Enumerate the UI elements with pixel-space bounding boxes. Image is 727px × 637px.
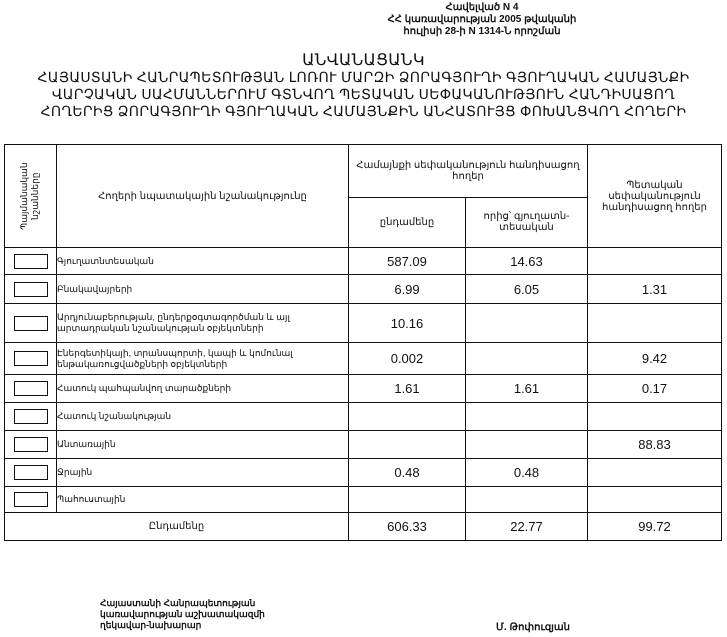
row-label: Գյուղատնտեսական: [57, 248, 349, 275]
decree-reference: [372, 2, 592, 38]
row-label: Ջրային: [57, 459, 349, 487]
table-row: [5, 248, 722, 275]
row-agri: [466, 403, 588, 431]
row-state: [588, 459, 722, 487]
total-row: [5, 513, 722, 541]
row-label: Բնակավայրերի: [57, 275, 349, 304]
table-row: [5, 275, 722, 304]
row-total: [349, 403, 466, 431]
header-total: ընդամենը: [349, 197, 466, 248]
table-row: [5, 459, 722, 487]
header-state: Պետական սեփականություն հանդիսացող հողեր: [588, 145, 722, 248]
row-state: 1.31: [588, 275, 722, 304]
total-label: Ընդամենը: [5, 513, 349, 541]
land-table: [4, 144, 722, 541]
row-total: 1.61: [349, 375, 466, 403]
row-state: 88.83: [588, 431, 722, 459]
code-box: [14, 492, 48, 507]
title-line-2: ՀԱՅԱՍՏԱՆԻ ՀԱՆՐԱՊԵՏՈՒԹՅԱՆ ԼՈՌՈՒ ՄԱՐԶԻ ՁՈՐԱԳՅՈՒՂԻ ԳՅՈՒՂԱԿԱՆ ՀԱՄԱՅՆՔԻ: [37, 69, 690, 85]
row-agri: 0.48: [466, 459, 588, 487]
row-state: [588, 248, 722, 275]
signatory-name: Մ. Թոփուզյան: [496, 622, 570, 633]
code-cell: [5, 431, 57, 459]
row-state: 9.42: [588, 343, 722, 375]
row-agri: [466, 487, 588, 513]
table-row: [5, 304, 722, 343]
code-cell: [5, 343, 57, 375]
code-box: [14, 351, 48, 366]
row-total: [349, 431, 466, 459]
title-line-3: ՎԱՐՉԱԿԱՆ ՍԱՀՄԱՆՆԵՐՈՒՄ ԳՏՆՎՈՂ ՊԵՏԱԿԱՆ ՍԵՓԱԿԱՆՈՒԹՅՈՒՆ ՀԱՆԴԻՍԱՑՈՂ: [51, 86, 676, 102]
row-agri: 6.05: [466, 275, 588, 304]
table-row: [5, 375, 722, 403]
row-total: 6.99: [349, 275, 466, 304]
row-agri: 1.61: [466, 375, 588, 403]
row-total: [349, 487, 466, 513]
code-box: [14, 465, 48, 480]
title-line-1: ԱՆՎԱՆԱՑԱՆԿ: [302, 52, 425, 69]
code-cell: [5, 375, 57, 403]
code-box: [14, 437, 48, 452]
code-cell: [5, 487, 57, 513]
table-row: [5, 487, 722, 513]
row-total: 0.48: [349, 459, 466, 487]
code-cell: [5, 275, 57, 304]
row-label: Հատուկ նշանակության: [57, 403, 349, 431]
table-row: [5, 343, 722, 375]
table-row: [5, 431, 722, 459]
row-label: Արդյունաբերության, ընդերքօգտագործման և այլ արտադրական նշանակության օբյեկտների: [57, 304, 349, 343]
signatory-line: ղեկավար-նախարար: [100, 620, 202, 630]
row-label: Պահուստային: [57, 487, 349, 513]
header-agri: որից՝ գյուղատն- տեսական: [466, 197, 588, 248]
signatory-line: Հայաստանի Հանրապետության: [100, 598, 256, 608]
row-agri: [466, 343, 588, 375]
signatory-title: [100, 598, 265, 631]
code-box: [14, 381, 48, 396]
code-cell: [5, 248, 57, 275]
row-agri: [466, 431, 588, 459]
code-cell: [5, 304, 57, 343]
row-label: Էներգետիկայի, տրանսպորտի, կապի և կոմունալ ենթակառուցվածքների օբյեկտների: [57, 343, 349, 375]
code-box: [14, 316, 48, 331]
code-box: [14, 254, 48, 269]
code-cell: [5, 459, 57, 487]
code-box: [14, 409, 48, 424]
header-purpose: Հողերի նպատակային նշանակությունը: [57, 145, 349, 248]
row-total: 587.09: [349, 248, 466, 275]
sum-total: 606.33: [349, 513, 466, 541]
row-label: Անտառային: [57, 431, 349, 459]
row-state: [588, 403, 722, 431]
document-title: [0, 52, 727, 120]
sum-state: 99.72: [588, 513, 722, 541]
signatory-line: կառավարության աշխատակազմի: [100, 609, 265, 619]
header-community: Համայնքի սեփականություն հանդիսացող հողեր: [349, 145, 588, 198]
code-box: [14, 282, 48, 297]
decree-line: Հավելված N 4: [445, 2, 519, 13]
row-label: Հատուկ պահպանվող տարածքների: [57, 375, 349, 403]
header-code: [5, 145, 57, 248]
row-agri: 14.63: [466, 248, 588, 275]
row-state: [588, 304, 722, 343]
code-cell: [5, 403, 57, 431]
table-row: [5, 403, 722, 431]
sum-agri: 22.77: [466, 513, 588, 541]
decree-line: ՀՀ կառավարության 2005 թվականի: [387, 14, 577, 25]
row-total: 10.16: [349, 304, 466, 343]
row-agri: [466, 304, 588, 343]
row-total: 0.002: [349, 343, 466, 375]
header-code-text: Պայմանական նշանները: [18, 162, 40, 230]
decree-line: հուլիսի 28-ի N 1314-Ն որոշման: [403, 26, 561, 37]
row-state: [588, 487, 722, 513]
title-line-4: ՀՈՂԵՐԻՑ ՁՈՐԱԳՅՈՒՂԻ ԳՅՈՒՂԱԿԱՆ ՀԱՄԱՅՆՔԻՆ ԱՆՀԱՏՈՒՅՑ ՓՈԽԱՆՑՎՈՂ ՀՈՂԵՐԻ: [40, 103, 687, 119]
row-state: 0.17: [588, 375, 722, 403]
